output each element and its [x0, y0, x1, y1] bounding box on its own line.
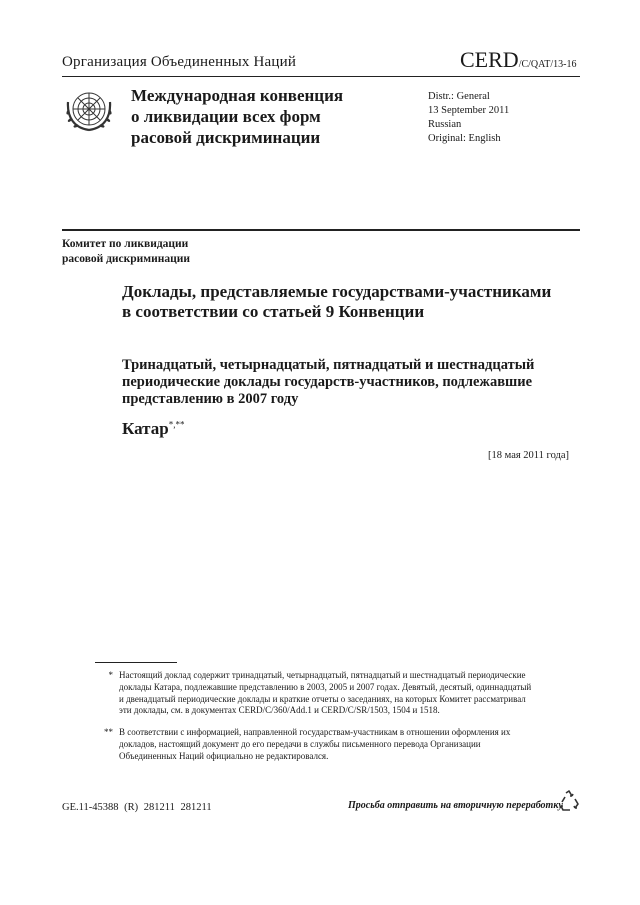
footnote-divider	[95, 662, 177, 663]
document-symbol	[460, 47, 576, 73]
recycle-note: Просьба отправить на вторичную переработку	[348, 800, 563, 811]
convention-title-line: расовой дискриминации	[131, 128, 321, 147]
sub-title: Тринадцатый, четырнадцатый, пятнадцатый и шестнадцатый периодические доклады государств-участников, подлежавшие представлению в 2007 году	[122, 357, 535, 407]
symbol-main: CERD	[460, 47, 519, 72]
footnote	[95, 727, 535, 762]
committee-line: расовой дискриминации	[62, 253, 191, 265]
convention-title	[131, 85, 343, 148]
main-title: Доклады, представляемые государствами-участниками в соответствии со статьей 9 Конвенции	[122, 282, 552, 321]
job-number: GE.11-45388 (R) 281211 281211	[62, 802, 212, 813]
un-emblem-icon	[64, 84, 114, 134]
convention-title-line: о ликвидации всех форм	[131, 107, 321, 126]
footnote-mark: *	[108, 670, 113, 680]
committee-name	[62, 237, 190, 267]
recycle-icon	[557, 789, 581, 813]
header-divider	[62, 76, 580, 77]
distribution-line: Distr.: General	[428, 91, 490, 102]
footnote-text: Настоящий доклад содержит тринадцатый, четырнадцатый, пятнадцатый и шестнадцатый периодические доклады Катара, подлежавшие представлению в 2003, 2005 и 2007 годах. Девятый, десятый, одиннадцатый и двенадцатый периодические доклады и краткие отчеты о заседаниях, на которых Комитет рассматривал эти доклады, см. в документах CERD/C/360/Add.1 и CERD/C/SR/1503, 1504 и 1518.	[119, 670, 532, 716]
distribution-language: Russian	[428, 119, 462, 130]
committee-line: Комитет по ликвидации	[62, 238, 189, 250]
distribution-block	[428, 90, 509, 146]
convention-title-line: Международная конвенция	[131, 86, 344, 105]
footnote-mark: **	[104, 727, 113, 737]
footnote-text: В соответствии с информацией, направленной государствам-участникам в отношении оформления их докладов, настоящий документ до его передачи в службы письменного перевода Организации Объединенных Наций официально не редактировался.	[119, 727, 511, 761]
section-divider	[62, 229, 580, 231]
report-date: [18 мая 2011 года]	[488, 450, 570, 461]
footnote	[95, 670, 535, 717]
country-name: Катар	[122, 419, 169, 438]
distribution-original: Original: English	[428, 133, 501, 144]
distribution-date: 13 September 2011	[428, 105, 510, 116]
footnote-markers: *,**	[168, 419, 185, 430]
symbol-suffix: /C/QAT/13-16	[518, 59, 577, 70]
country-heading	[122, 419, 184, 439]
organization-name: Организация Объединенных Наций	[62, 54, 297, 70]
